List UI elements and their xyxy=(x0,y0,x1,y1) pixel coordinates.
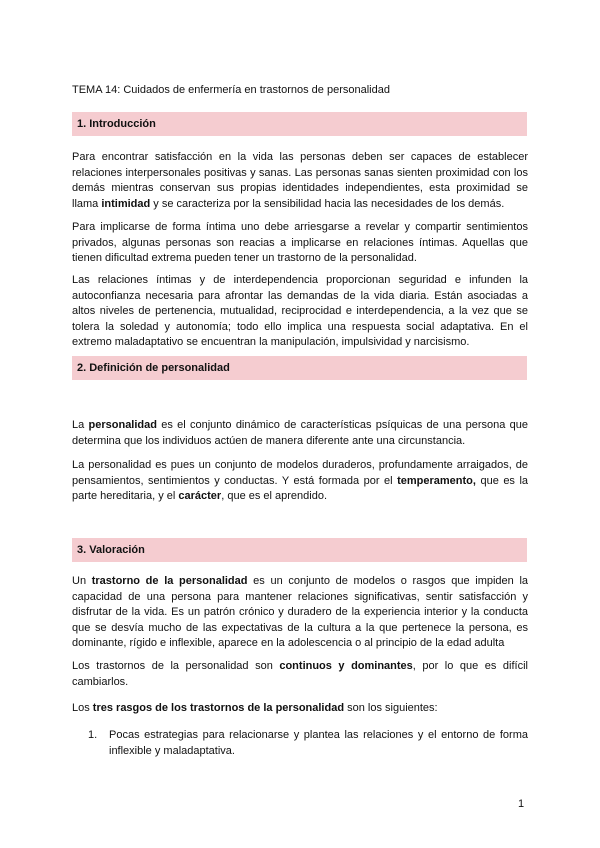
list-item-number: 1. xyxy=(88,729,98,741)
page-number: 1 xyxy=(518,798,525,810)
text-run: Para encontrar satisfacción en la vida las personas deben ser capaces de establecer relaciones interpersonales positivas y sanas. Las personas sanas sienten proximidad con los demás mientras conservan sus propias identidades independientes, esta proximidad se llama xyxy=(72,151,528,210)
paragraph xyxy=(72,701,528,717)
text-run: que es la parte hereditaria, y el xyxy=(72,474,529,502)
paragraph: Para implicarse de forma íntima uno debe arriesgarse a revelar y compartir sentimientos privados, algunas personas son reacias a implicarse en relaciones íntimas. Aquellas que tienen dificultad extrema pueden tener un trastorno de la personalidad. xyxy=(72,221,528,264)
section-heading-definicion: 2. Definición de personalidad xyxy=(72,356,527,380)
text-run: , que es el aprendido. xyxy=(221,490,328,502)
text-run: Un xyxy=(72,575,92,587)
paragraph xyxy=(72,458,528,505)
bold-term: trastorno de la personalidad xyxy=(91,575,248,587)
bold-term: temperamento, xyxy=(397,474,476,487)
text-run: es un conjunto de modelos o rasgos que impiden la capacidad de una persona para mantener relaciones significativas, sentir satisfacción y disfrutar de la vida. Es un patrón crónico y duradero de la experiencia interior y la conducta que se desvía mucho de las expectativas de la cultura a la que pertenece la persona, es dominante, rígido e inflexible, aparece en la adolescencia o al principio de la edad adulta xyxy=(72,575,529,649)
bold-term: personalidad xyxy=(88,419,157,431)
list-item-text: Pocas estrategias para relacionarse y plantea las relaciones y el entorno de forma inflexible y maladaptativa. xyxy=(109,729,528,757)
paragraph xyxy=(72,659,528,690)
text-run: Los trastornos de la personalidad son xyxy=(72,660,280,672)
text-run: La xyxy=(72,419,89,431)
text-run: , por lo que es difícil cambiarlos. xyxy=(72,660,528,688)
bold-term: continuos y dominantes xyxy=(279,660,413,672)
section-heading-introduccion: 1. Introducción xyxy=(72,112,527,136)
bold-term: intimidad xyxy=(101,197,151,210)
paragraph xyxy=(72,574,528,652)
text-run: es el conjunto dinámico de características psíquicas de una persona que determina que los individuos actúen de manera diferente ante una circunstancia. xyxy=(72,419,529,447)
bold-term: carácter xyxy=(178,490,222,502)
paragraph xyxy=(72,418,528,449)
paragraph xyxy=(72,150,528,212)
text-run: Los xyxy=(72,702,93,714)
paragraph: Las relaciones íntimas y de interdependencia proporcionan seguridad e infunden la autoconfianza necesaria para afrontar las demandas de la vida diaria. Están asociadas a altos niveles de pertenencia, mutualidad, reciprocidad e interdependencia, a la vez que se tolera la soledad y autonomía; todo ello implica una respuesta social adaptativa. En el extremo maladaptativo se encuentran la manipulación, impulsividad y narcisismo. xyxy=(72,274,528,348)
text-run: La personalidad es pues un conjunto de modelos duraderos, profundamente arraigados, de pensamientos, sentimientos y conductas. Y está formada por el xyxy=(72,459,528,487)
document-title: TEMA 14: Cuidados de enfermería en trastornos de personalidad xyxy=(72,84,390,96)
list-item xyxy=(88,728,528,759)
text-run: son los siguientes: xyxy=(344,702,438,714)
section-heading-valoracion: 3. Valoración xyxy=(72,538,527,562)
text-run: y se caracteriza por la sensibilidad hacia las necesidades de los demás. xyxy=(150,197,505,210)
bold-term: tres rasgos de los trastornos de la personalidad xyxy=(92,702,345,714)
